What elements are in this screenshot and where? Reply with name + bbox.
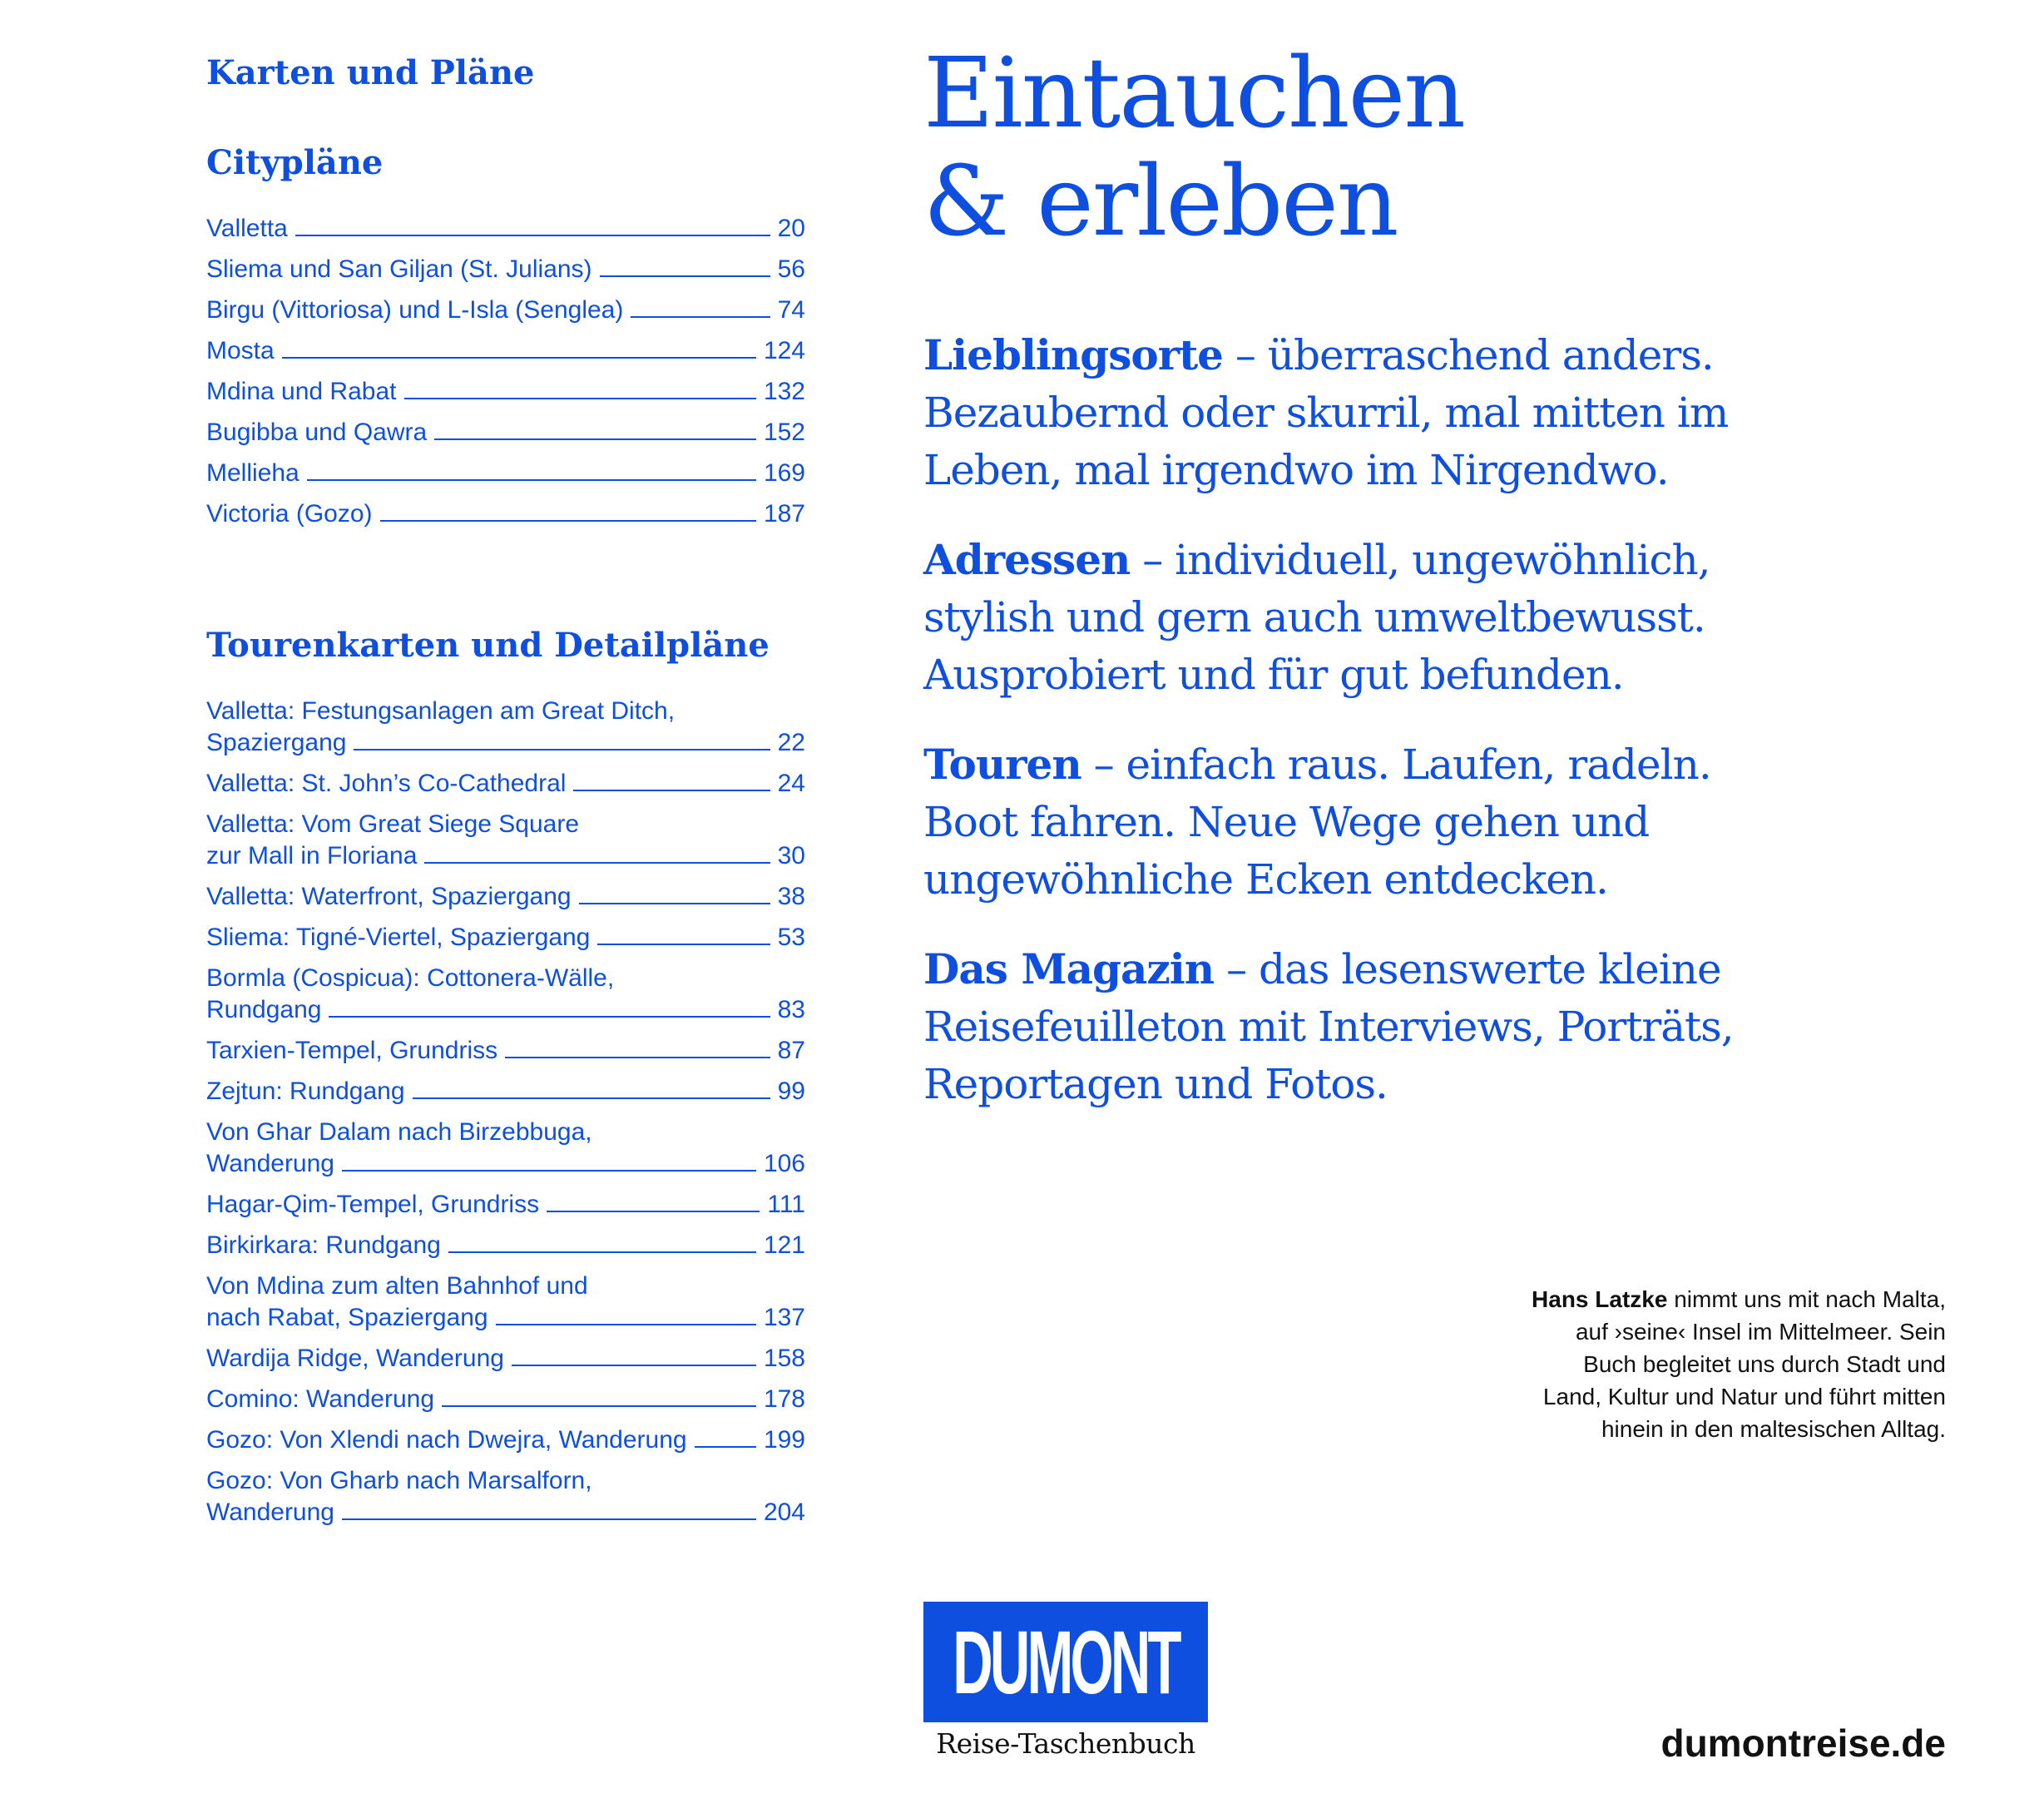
toc-entry-row bbox=[206, 1189, 805, 1221]
leader-line bbox=[547, 1191, 760, 1212]
feature-paragraph bbox=[923, 940, 1755, 1113]
toc-entry-text: Mosta bbox=[206, 337, 275, 364]
tour-maps-list bbox=[206, 696, 805, 1538]
feature-list bbox=[923, 326, 1755, 1145]
toc-entry bbox=[206, 1384, 805, 1415]
leader-line bbox=[496, 1304, 756, 1325]
toc-entry bbox=[206, 922, 805, 954]
leader-line bbox=[573, 770, 770, 791]
toc-entry-text: Valletta: St. John’s Co-Cathedral bbox=[206, 770, 567, 797]
feature-paragraph bbox=[923, 736, 1755, 909]
toc-entry-text: Hagar-Qim-Tempel, Grundriss bbox=[206, 1191, 540, 1218]
toc-page-number: 152 bbox=[763, 419, 805, 446]
toc-entry-row bbox=[206, 1497, 805, 1528]
toc-entry-row bbox=[206, 1424, 805, 1456]
toc-entry-text: Gozo: Von Gharb nach Marsalforn, bbox=[206, 1467, 592, 1494]
toc-entry-row bbox=[206, 881, 805, 913]
toc-entry-text: Wanderung bbox=[206, 1498, 334, 1526]
leader-line bbox=[329, 996, 770, 1018]
leader-line bbox=[354, 729, 770, 750]
toc-entry bbox=[206, 1271, 805, 1334]
toc-page-number: 106 bbox=[763, 1150, 805, 1177]
toc-entry-row bbox=[206, 254, 805, 285]
feature-line: Bezaubernd oder skurril, mal mitten im bbox=[923, 389, 1729, 437]
website-url: dumontreise.de bbox=[1660, 1721, 1946, 1765]
toc-entry bbox=[206, 809, 805, 872]
toc-entry-row bbox=[206, 498, 805, 530]
headline-line-2: & erleben bbox=[923, 146, 1398, 258]
feature-term: Lieblingsorte bbox=[923, 330, 1223, 379]
toc-page-number: 22 bbox=[777, 729, 805, 756]
maps-heading: Karten und Pläne bbox=[206, 53, 535, 92]
feature-line: stylish und gern auch umweltbewusst. bbox=[923, 593, 1705, 642]
toc-entry-text: Valletta: Vom Great Siege Square bbox=[206, 810, 580, 838]
toc-page-number: 158 bbox=[763, 1345, 805, 1372]
toc-page-number: 20 bbox=[777, 215, 805, 242]
toc-entry-text: Spaziergang bbox=[206, 729, 347, 756]
feature-term: Touren bbox=[923, 740, 1081, 789]
feature-line: Boot fahren. Neue Wege gehen und bbox=[923, 798, 1650, 846]
toc-entry bbox=[206, 458, 805, 489]
toc-entry-text: Rundgang bbox=[206, 996, 322, 1023]
toc-entry-text: Valletta bbox=[206, 215, 288, 242]
toc-entry-text: Mdina und Rabat bbox=[206, 378, 397, 405]
toc-page-number: 56 bbox=[777, 255, 805, 283]
toc-page-number: 187 bbox=[763, 500, 805, 528]
toc-entry-text: Mellieha bbox=[206, 459, 299, 487]
toc-page-number: 87 bbox=[777, 1037, 805, 1064]
headline-line-1: Eintauchen bbox=[923, 37, 1465, 150]
toc-entry bbox=[206, 768, 805, 800]
toc-entry-text: Zejtun: Rundgang bbox=[206, 1077, 405, 1105]
toc-entry-text: Comino: Wanderung bbox=[206, 1385, 435, 1413]
city-maps-list bbox=[206, 213, 805, 539]
leader-line bbox=[631, 296, 770, 318]
toc-entry-text: Birgu (Vittoriosa) und L-Isla (Senglea) bbox=[206, 296, 624, 324]
toc-page-number: 74 bbox=[777, 296, 805, 324]
dumont-brand: DUMONT bbox=[953, 1611, 1179, 1712]
author-blurb bbox=[1413, 1283, 1946, 1445]
feature-line: Ausprobiert und für gut befunden. bbox=[923, 651, 1624, 699]
toc-entry-text: Gozo: Von Xlendi nach Dwejra, Wanderung bbox=[206, 1426, 687, 1454]
toc-page-number: 132 bbox=[763, 378, 805, 405]
toc-entry-row bbox=[206, 994, 805, 1026]
feature-line: – einfach raus. Laufen, radeln. bbox=[1093, 741, 1711, 789]
feature-line: Leben, mal irgendwo im Nirgendwo. bbox=[923, 446, 1669, 494]
author-line-4: Land, Kultur und Natur und führt mitten bbox=[1542, 1384, 1946, 1409]
toc-page-number: 178 bbox=[763, 1385, 805, 1413]
toc-page-number: 30 bbox=[777, 842, 805, 869]
maps-index bbox=[206, 48, 805, 1526]
feature-line: ungewöhnliche Ecken entdecken. bbox=[923, 855, 1608, 904]
author-line-2: auf ›seine‹ Insel im Mittelmeer. Sein bbox=[1575, 1319, 1946, 1345]
toc-page-number: 99 bbox=[777, 1077, 805, 1105]
toc-entry-text: Victoria (Gozo) bbox=[206, 500, 373, 528]
toc-page-number: 124 bbox=[763, 337, 805, 364]
toc-entry bbox=[206, 417, 805, 448]
toc-entry-row bbox=[206, 1384, 805, 1415]
toc-entry-row bbox=[206, 335, 805, 367]
toc-entry bbox=[206, 881, 805, 913]
toc-entry bbox=[206, 254, 805, 285]
author-line-3: Buch begleitet uns durch Stadt und bbox=[1583, 1351, 1946, 1377]
feature-line: – individuell, ungewöhnlich, bbox=[1142, 536, 1710, 584]
toc-page-number: 121 bbox=[763, 1231, 805, 1259]
series-name: Reise-Taschenbuch bbox=[936, 1727, 1195, 1760]
leader-line bbox=[295, 215, 770, 236]
author-line-5: hinein in den maltesischen Alltag. bbox=[1601, 1416, 1946, 1442]
leader-line bbox=[342, 1498, 756, 1520]
toc-entry bbox=[206, 1465, 805, 1528]
toc-entry bbox=[206, 963, 805, 1026]
toc-entry-row bbox=[206, 727, 805, 759]
leader-line bbox=[597, 924, 770, 945]
toc-entry bbox=[206, 1117, 805, 1180]
leader-line bbox=[380, 500, 756, 522]
toc-entry-row bbox=[206, 213, 805, 245]
toc-entry bbox=[206, 1424, 805, 1456]
leader-line bbox=[413, 1077, 770, 1099]
toc-page-number: 169 bbox=[763, 459, 805, 487]
toc-page-number: 204 bbox=[763, 1498, 805, 1526]
toc-entry-text: Valletta: Waterfront, Spaziergang bbox=[206, 883, 572, 910]
toc-entry-text: nach Rabat, Spaziergang bbox=[206, 1304, 488, 1331]
dumont-logo bbox=[923, 1602, 1208, 1760]
toc-page-number: 111 bbox=[767, 1191, 805, 1218]
toc-entry-row bbox=[206, 1076, 805, 1107]
feature-line: – das lesenswerte kleine bbox=[1226, 945, 1721, 993]
toc-entry-row bbox=[206, 1035, 805, 1067]
toc-entry-row bbox=[206, 1148, 805, 1180]
leader-line bbox=[512, 1345, 756, 1366]
toc-page-number: 38 bbox=[777, 883, 805, 910]
toc-entry bbox=[206, 295, 805, 326]
tour-maps-heading: Tourenkarten und Detailpläne bbox=[206, 626, 770, 665]
toc-entry-text: Birkirkara: Rundgang bbox=[206, 1231, 441, 1259]
toc-page-number: 199 bbox=[763, 1426, 805, 1454]
toc-entry-text: Sliema: Tigné-Viertel, Spaziergang bbox=[206, 924, 591, 951]
toc-entry bbox=[206, 335, 805, 367]
feature-line: Reportagen und Fotos. bbox=[923, 1060, 1388, 1108]
author-name: Hans Latzke bbox=[1532, 1286, 1668, 1312]
leader-line bbox=[579, 883, 770, 904]
toc-entry-text: zur Mall in Floriana bbox=[206, 842, 418, 869]
toc-entry-text: Von Mdina zum alten Bahnhof und bbox=[206, 1272, 588, 1300]
toc-entry-text: Wanderung bbox=[206, 1150, 334, 1177]
city-maps-heading: Citypläne bbox=[206, 143, 384, 182]
toc-entry-row bbox=[206, 295, 805, 326]
toc-entry-row bbox=[206, 1302, 805, 1334]
toc-entry bbox=[206, 1189, 805, 1221]
toc-entry-row bbox=[206, 376, 805, 408]
leader-line bbox=[282, 337, 756, 359]
toc-entry bbox=[206, 1230, 805, 1261]
leader-line bbox=[695, 1426, 756, 1448]
toc-entry-row bbox=[206, 922, 805, 954]
leader-line bbox=[404, 378, 756, 399]
toc-entry-text: Wardija Ridge, Wanderung bbox=[206, 1345, 504, 1372]
feature-paragraph bbox=[923, 326, 1755, 499]
toc-entry-text: Valletta: Festungsanlagen am Great Ditch, bbox=[206, 697, 676, 725]
leader-line bbox=[434, 419, 756, 440]
toc-entry-text: Sliema und San Giljan (St. Julians) bbox=[206, 255, 592, 283]
author-line-1: nimmt uns mit nach Malta, bbox=[1667, 1286, 1946, 1312]
toc-entry-text: Tarxien-Tempel, Grundriss bbox=[206, 1037, 498, 1064]
toc-entry bbox=[206, 1076, 805, 1107]
toc-entry-text: Bugibba und Qawra bbox=[206, 419, 428, 446]
feature-term: Adressen bbox=[923, 535, 1131, 584]
toc-entry-row bbox=[206, 458, 805, 489]
toc-entry bbox=[206, 213, 805, 245]
toc-entry bbox=[206, 498, 805, 530]
toc-entry-row bbox=[206, 1343, 805, 1375]
dumont-logo-box bbox=[923, 1602, 1208, 1722]
feature-line: – überraschend anders. bbox=[1235, 331, 1714, 379]
leader-line bbox=[307, 459, 756, 481]
toc-entry-text: Bormla (Cospicua): Cottonera-Wälle, bbox=[206, 964, 615, 992]
toc-entry-text: Von Ghar Dalam nach Birzebbuga, bbox=[206, 1118, 592, 1146]
toc-entry bbox=[206, 376, 805, 408]
leader-line bbox=[442, 1385, 756, 1407]
leader-line bbox=[600, 255, 770, 277]
headline bbox=[923, 37, 1465, 258]
toc-entry-row bbox=[206, 1230, 805, 1261]
toc-entry bbox=[206, 1035, 805, 1067]
leader-line bbox=[342, 1150, 756, 1172]
feature-line: Reisefeuilleton mit Interviews, Porträts, bbox=[923, 1003, 1734, 1051]
toc-entry bbox=[206, 696, 805, 759]
feature-paragraph bbox=[923, 531, 1755, 704]
toc-page-number: 83 bbox=[777, 996, 805, 1023]
leader-line bbox=[448, 1231, 756, 1253]
toc-entry-row bbox=[206, 417, 805, 448]
feature-term: Das Magazin bbox=[923, 944, 1215, 993]
toc-entry bbox=[206, 1343, 805, 1375]
toc-entry-row bbox=[206, 768, 805, 800]
toc-page-number: 137 bbox=[763, 1304, 805, 1331]
leader-line bbox=[505, 1037, 770, 1058]
toc-entry-row bbox=[206, 840, 805, 872]
leader-line bbox=[424, 842, 770, 864]
toc-page-number: 53 bbox=[777, 924, 805, 951]
toc-page-number: 24 bbox=[777, 770, 805, 797]
